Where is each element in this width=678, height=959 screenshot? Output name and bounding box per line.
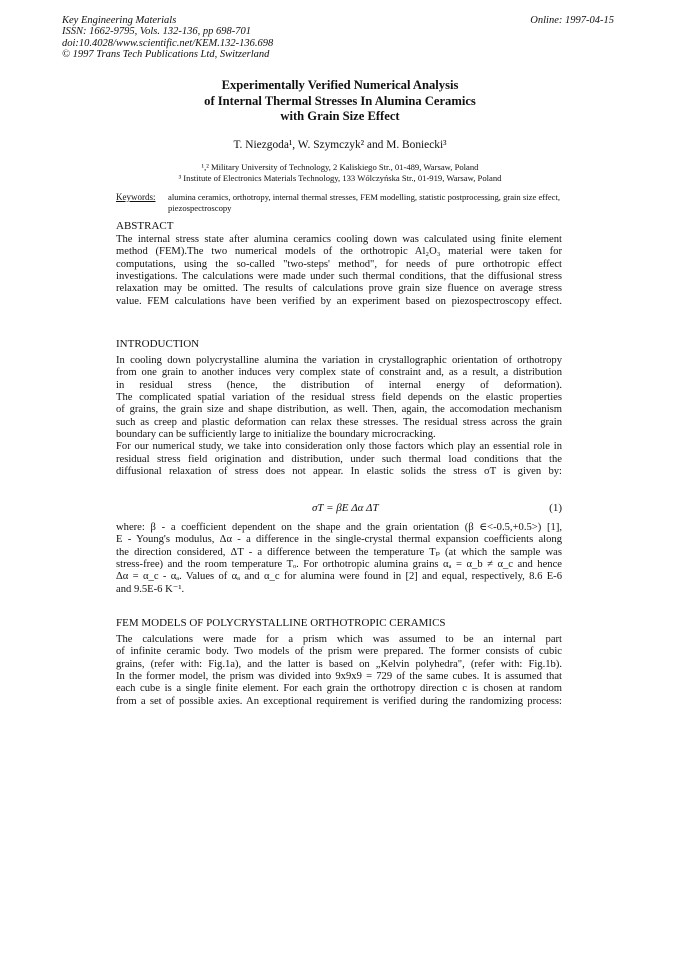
intro-line: For our numerical study, we take into consideration only those factors which play an essential role in xyxy=(116,441,562,453)
online-date: Online: 1997-04-15 xyxy=(530,15,614,26)
intro-line: residual stress field origination and distribution, under such thermal load conditions that the xyxy=(116,453,562,465)
journal-header xyxy=(62,15,273,61)
paper-title xyxy=(100,78,580,125)
fem-heading: FEM MODELS OF POLYCRYSTALLINE ORTHOTROPIC CERAMICS xyxy=(116,617,446,629)
abstract-line: relaxation may be omitted. The results of calculations prove grain size fluence on average stress xyxy=(116,283,562,295)
abstract-line: The internal stress state after alumina ceramics cooling down was calculated using finite element xyxy=(116,234,562,245)
intro-line: boundary can be sufficiently large to initialize the boundary microcracking. xyxy=(116,429,436,441)
where-line: where: β - a coefficient dependent on the shape and the grain orientation (β ∈<-0.5,+0.5>) [1], xyxy=(116,522,562,533)
title-line-2: of Internal Thermal Stresses In Alumina Ceramics xyxy=(204,93,476,108)
intro-line: diffusional relaxation of stress does not appear. In elastic solids the stress σT is given by: xyxy=(116,466,562,478)
doi-line: doi:10.4028/www.scientific.net/KEM.132-136.698 xyxy=(62,37,274,49)
fem-body xyxy=(116,634,562,708)
intro-line: of grains, the grain size and shape distribution, as well. Then, again, the accomodation mechanism xyxy=(116,404,562,416)
equation-number: (1) xyxy=(549,502,562,514)
intro-line: in residual stress (hence, the distribution of internal energy of deformation). xyxy=(116,379,562,391)
title-line-3: with Grain Size Effect xyxy=(280,109,400,124)
author-list: T. Niezgoda¹, W. Szymczyk² and M. Boniecki³ xyxy=(233,139,447,151)
abstract-line: value. FEM calculations have been verified by an experiment based on piezospectroscopy effect. xyxy=(116,295,562,307)
intro-line: In cooling down polycrystalline alumina the variation in crystallographic orientation of orthotropy xyxy=(116,355,562,366)
where-line: E - Young's modulus, Δα - a difference in the single-crystal thermal expansion coefficients along xyxy=(116,534,562,546)
equation-1 xyxy=(116,502,562,516)
abstract-body xyxy=(116,234,562,308)
where-clause xyxy=(116,522,562,596)
fem-line: of infinite ceramic body. Two models of the prism were prepared. The former consists of cubic xyxy=(116,646,562,658)
fem-line: The calculations were made for a prism which was assumed to be an internal part xyxy=(116,634,562,645)
keywords-label: Keywords: xyxy=(116,192,156,202)
issn-line: ISSN: 1662-9795, Vols. 132-136, pp 698-701 xyxy=(62,26,251,38)
fem-line: grains, (refer with: Fig.1a), and the latter is based on „Kelvin polyhedra", (refer with: Fig.1b). xyxy=(116,658,562,670)
affiliation-1: ¹,² Military University of Technology, 2 Kaliskiego Str., 01-489, Warsaw, Poland xyxy=(201,162,479,172)
where-line: the direction considered, ΔT - a difference between the temperature Tₚ (at which the sample was xyxy=(116,546,562,558)
abstract-line: method (FEM).The two numerical models of the orthotropic Al₂O₃ material were taken for xyxy=(116,246,562,258)
abstract-line: computations, using the so-called "two-steps' method", for needs of pure orthotropic effect xyxy=(116,258,562,270)
where-line: and 9.5E-6 K⁻¹. xyxy=(116,583,185,595)
equation-expression: σT = βE Δα ΔT xyxy=(312,502,379,514)
affiliation-2: ³ Institute of Electronics Materials Technology, 133 Wólczyńska Str., 01-919, Warsaw, Poland xyxy=(178,173,502,183)
title-line-1: Experimentally Verified Numerical Analysis xyxy=(221,78,459,92)
introduction-body xyxy=(116,355,562,478)
abstract-heading: ABSTRACT xyxy=(116,220,174,232)
where-line: Δα = α_c - αₐ. Values of αₐ and α_c for alumina were found in [2] and equal, respectively, 8.6 E-6 xyxy=(116,571,562,583)
intro-line: such as creep and plastic deformation can relax these stresses. The residual stress across the grain xyxy=(116,416,562,428)
where-line: stress-free) and the room temperature Tₒ. For orthotropic alumina grains αₐ = α_b ≠ α_c and hence xyxy=(116,559,562,571)
keywords-text: alumina ceramics, orthotropy, internal thermal stresses, FEM modelling, statistic postprocessing, grain size effect, piezospectroscopy xyxy=(168,192,560,213)
copyright-line: © 1997 Trans Tech Publications Ltd, Switzerland xyxy=(62,49,270,61)
intro-line: The complicated spatial variation of the residual stress field depends on the elastic properties xyxy=(116,392,562,404)
abstract-line: investigations. The calculations were made under such thermal conditions, that the diffusional stress xyxy=(116,271,562,283)
introduction-heading: INTRODUCTION xyxy=(116,338,200,350)
fem-line: from a set of possible axies. An exceptional requirement is verified during the randomizing process: xyxy=(116,695,562,707)
intro-line: from one grain to another induces very complex state of constraint and, as a result, a distribution xyxy=(116,367,562,379)
journal-name: Key Engineering Materials xyxy=(62,15,177,26)
fem-line: each cube is a single finite element. For each grain the orthotropy direction c is chosen at random xyxy=(116,683,562,695)
fem-line: In the former model, the prism was divided into 9x9x9 = 729 of the same cubes. It is assumed that xyxy=(116,671,562,683)
